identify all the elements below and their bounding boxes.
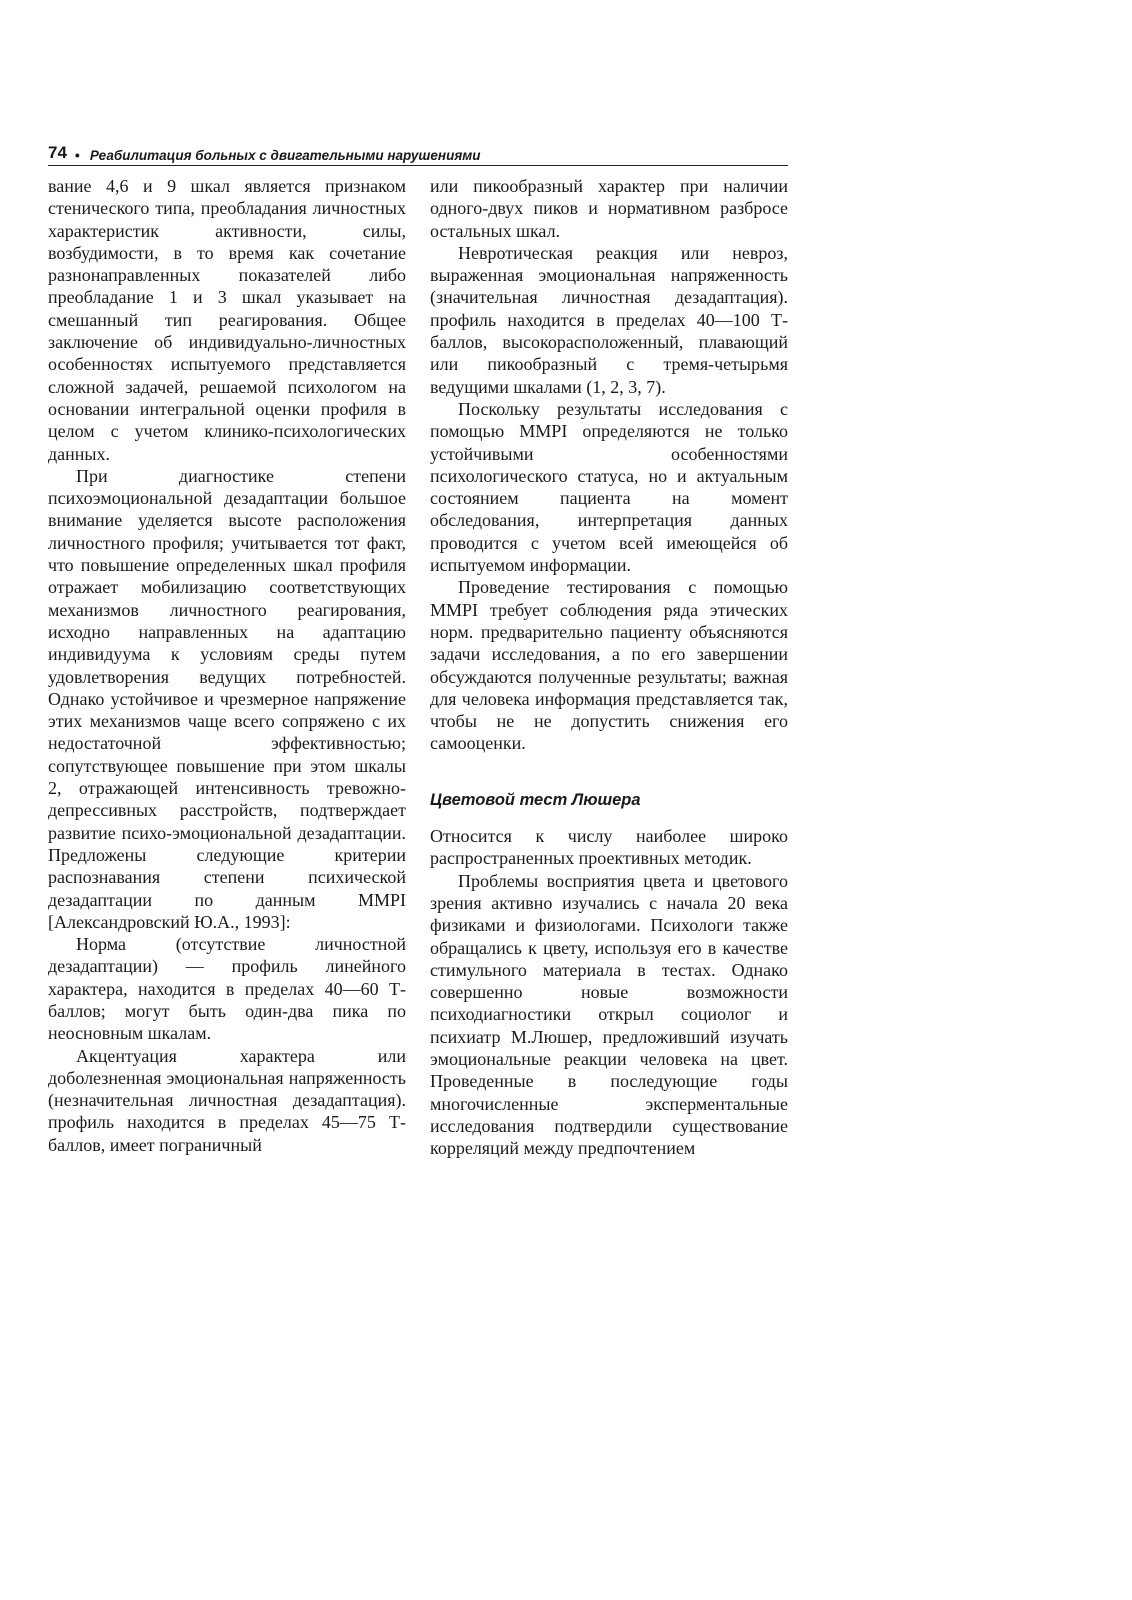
header-bullet: • xyxy=(74,147,80,163)
running-title: Реабилитация больных с двигательными нарушениями xyxy=(89,148,481,163)
paragraph: Поскольку результаты исследования с помощью MMPI определяются не только устойчивыми особенностями психологического статуса, но и актуальным состоянием пациента на момент обследования, интерпретация данных проводится с учетом всей имеющейся об испытуемом информации. xyxy=(430,398,788,576)
paragraph: вание 4,6 и 9 шкал является признаком стенического типа, преобладания личностных характеристик активности, силы, возбудимости, в то время как сочетание разнонаправленных показателей либо преобладание 1 и 3 шкал указывает на смешанный тип реагирования. Общее заключение об индивидуально-личностных особенностях испытуемого представляется сложной задачей, решаемой психологом на основании интегральной оценки профиля в целом с учетом клинико-психологических данных. xyxy=(48,176,406,464)
paragraph: Проведение тестирования с помощью MMPI требует соблюдения ряда этических норм. предварительно пациенту объясняются задачи исследования, а по его завершении обсуждаются полученные результаты; важная для человека информация представляется так, чтобы не не допустить снижения его самооценки. xyxy=(430,577,788,754)
paragraph: Относится к числу наиболее широко распространенных проективных методик. xyxy=(430,826,788,869)
paragraph: Проблемы восприятия цвета и цветового зрения активно изучались с начала 20 века физиками и физиологами. Психологи также обращались к цвету, используя его в качестве стимульного материала в тестах. Однако совершенно новые возможности психодиагностики открыл социолог и психиатр М.Люшер, предложивший изучать эмоциональные реакции человека на цвет. Проведенные в последующие годы многочисленные эксперментальные исследования подтвердили существование корреляций между предпочтением xyxy=(430,870,788,1159)
left-column xyxy=(48,175,406,1156)
paragraph: Акцентуация характера или доболезненная эмоциональная напряженность (незначительная личностная дезадаптация). профиль находится в пределах 45—75 Т-баллов, имеет пограничный xyxy=(48,1045,406,1155)
paragraph: Невротическая реакция или невроз, выраженная эмоциональная напряженность (значительная личностная дезадаптация). профиль находится в пределах 40—100 Т-баллов, высокорасположенный, плавающий или пикообразный с тремя-четырьмя ведущими шкалами (1, 2, 3, 7). xyxy=(430,242,788,397)
running-header xyxy=(48,138,788,166)
section-heading: Цветовой тест Люшера xyxy=(430,790,641,809)
paragraph: Норма (отсутствие личностной дезадаптации) — профиль линейного характера, находится в пределах 40—60 Т-баллов; могут быть один-два пика по неосновным шкалам. xyxy=(48,934,406,1044)
paragraph: При диагностике степени психоэмоциональной дезадаптации большое внимание уделяется высоте расположения личностного профиля; учитывается тот факт, что повышение определенных шкал профиля отражает мобилизацию соответствующих механизмов личностного реагирования, исходно направленных на адаптацию индивидуума к условиям среды путем удовлетворения ведущих потребностей. Однако устойчивое и чрезмерное напряжение этих механизмов чаще всего сопряжено с их недостаточной эффективностью; сопутствующее повышение при этом шкалы 2, отражающей интенсивность тревожно-депрессивных расстройств, подтверждает развитие психо-эмоциональной дезадаптации. Предложены следующие критерии распознавания степени психической дезадаптации по данным MMPI [Александровский Ю.А., 1993]: xyxy=(48,465,406,932)
right-column xyxy=(430,175,788,1159)
page-number: 74 xyxy=(48,143,67,162)
paragraph: или пикообразный характер при наличии одного-двух пиков и нормативном разбросе остальных шкал. xyxy=(430,176,788,241)
